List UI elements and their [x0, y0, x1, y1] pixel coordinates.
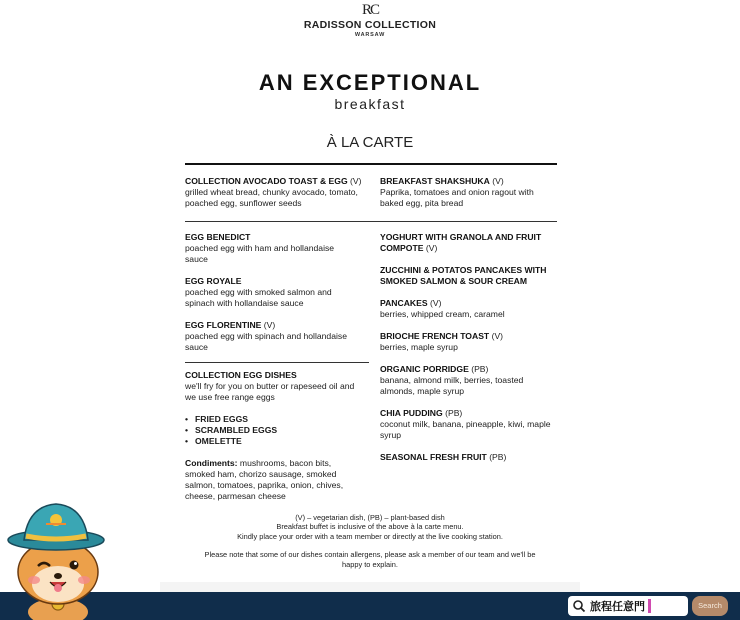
logo-brand: RADISSON COLLECTION	[303, 19, 437, 31]
condiments: Condiments: mushrooms, bacon bits, smoked ham, chorizo sausage, smoked salmon, tomatoes, paprika, onion, chives, cheese, parmesan cheese	[185, 458, 344, 501]
list-item: • OMELETTE	[185, 436, 277, 447]
egg-options-list	[185, 414, 277, 447]
menu-item-zucchini-pancakes: ZUCCHINI & POTATOS PANCAKES WITH SMOKED SALMON & SOUR CREAM	[380, 265, 547, 286]
menu-subhead: breakfast	[334, 96, 406, 112]
menu-item-shakshuka: BREAKFAST SHAKSHUKA (V) Paprika, tomatoes and onion ragout with baked egg, pita bread	[380, 176, 534, 208]
text-cursor	[648, 599, 651, 613]
menu-headline: AN EXCEPTIONAL	[258, 70, 482, 95]
menu-item-egg-florentine: EGG FLORENTINE (V) poached egg with spinach and hollandaise sauce	[185, 320, 347, 352]
legend-note: (V) – vegetarian dish, (PB) – plant-based dish	[295, 513, 445, 522]
search-value: 旅程任意門	[590, 600, 645, 613]
search-icon	[572, 599, 586, 613]
menu-item-chia-pudding: CHIA PUDDING (PB) coconut milk, banana, pineapple, kiwi, maple syrup	[380, 408, 551, 440]
menu-item-egg-royale: EGG ROYALE poached egg with smoked salmon and spinach with hollandaise sauce	[185, 276, 332, 308]
page-edge	[160, 582, 580, 592]
menu-item-fresh-fruit: SEASONAL FRESH FRUIT (PB)	[380, 452, 507, 462]
divider	[185, 362, 369, 363]
search-button[interactable]: Search	[692, 596, 728, 616]
divider	[185, 163, 557, 165]
divider	[185, 221, 557, 222]
menu-item-french-toast: BRIOCHE FRENCH TOAST (V) berries, maple syrup	[380, 331, 504, 352]
list-item: • SCRAMBLED EGGS	[185, 425, 277, 436]
dog-mascot-icon	[6, 500, 114, 620]
list-item: • FRIED EGGS	[185, 414, 277, 425]
order-note: Kindly place your order with a team member or directly at the live cooking station.	[237, 532, 503, 541]
hotel-logo	[0, 2, 740, 38]
allergen-note-line2: happy to explain.	[342, 560, 398, 569]
search-input[interactable]	[568, 596, 688, 616]
logo-monogram: RC	[361, 2, 378, 18]
menu-item-avocado-toast: COLLECTION AVOCADO TOAST & EGG (V) grilled wheat bread, chunky avocado, tomato, poached egg, sunflower seeds	[185, 176, 362, 208]
menu-item-porridge: ORGANIC PORRIDGE (PB) banana, almond milk, berries, toasted almonds, maple syrup	[380, 364, 524, 396]
menu-item-egg-benedict: EGG BENEDICT poached egg with ham and hollandaise sauce	[185, 232, 335, 264]
menu-item-yoghurt: YOGHURT WITH GRANOLA AND FRUIT COMPOTE (V)	[380, 232, 542, 253]
menu-item-pancakes: PANCAKES (V) berries, whipped cream, caramel	[380, 298, 505, 319]
menu-item-egg-dishes: COLLECTION EGG DISHES we'll fry for you on butter or rapeseed oil and we use free range eggs	[185, 370, 355, 402]
section-title: À LA CARTE	[326, 134, 414, 151]
logo-city: WARSAW	[354, 32, 386, 38]
buffet-note: Breakfast buffet is inclusive of the above à la carte menu.	[276, 522, 464, 531]
allergen-note: Please note that some of our dishes contain allergens, please ask a member of our team and we'll be	[204, 550, 536, 559]
